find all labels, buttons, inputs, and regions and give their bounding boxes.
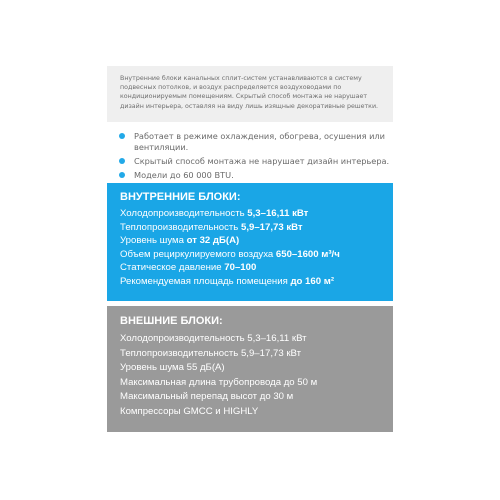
indoor-units-panel	[107, 183, 393, 301]
spec-label: Теплопроизводительность	[120, 221, 241, 233]
indoor-units-title: ВНУТРЕННИЕ БЛОКИ:	[120, 191, 241, 203]
bullet-dot-icon	[119, 158, 125, 164]
intro-box	[107, 66, 393, 122]
indoor-spec-row	[120, 275, 393, 289]
feature-item	[113, 131, 398, 153]
spec-label: Уровень шума	[120, 235, 187, 246]
outdoor-spec-row: Уровень шума 55 дБ(А)	[120, 362, 225, 373]
feature-item	[113, 156, 398, 167]
outdoor-spec-row: Максимальный перепад высот до 30 м	[120, 391, 294, 402]
feature-list	[113, 131, 398, 184]
bullet-dot-icon	[119, 133, 125, 139]
intro-text: Внутренние блоки канальных сплит-систем устанавливаются в систему подвесных потолков, и воздух распределяется воздуховодами по кондиционируемым помещениям. Скрытый способ монтажа не нарушает дизайн интерьера, оставляя на виду лишь изящные декоративные решетки.	[120, 75, 379, 110]
outdoor-units-panel	[107, 306, 393, 432]
spec-value: от 32 дБ(А)	[186, 235, 240, 246]
spec-value: 5,9–17,73 кВт	[240, 221, 303, 233]
spec-label: Объем рециркулируемого воздуха	[120, 248, 276, 260]
feature-text: Работает в режиме охлаждения, обогрева, осушения или вентиляции.	[134, 131, 385, 152]
feature-text: Модели до 60 000 BTU.	[134, 170, 234, 180]
outdoor-spec-row: Теплопроизводительность 5,9–17,73 кВт	[120, 347, 301, 359]
indoor-spec-row	[120, 248, 393, 262]
indoor-spec-row	[120, 234, 393, 248]
outdoor-spec-row: Холодопроизводительность 5,3–16,11 кВт	[120, 333, 307, 344]
bullet-dot-icon	[119, 172, 125, 178]
spec-label: Статическое давление	[120, 262, 225, 273]
outdoor-spec-row: Максимальная длина трубопровода до 50 м	[120, 376, 318, 388]
spec-value: 70–100	[224, 262, 257, 273]
spec-value: 5,3–16,11 кВт	[247, 208, 309, 219]
feature-item	[113, 170, 398, 181]
indoor-spec-row	[120, 261, 393, 275]
feature-text: Скрытый способ монтажа не нарушает дизайн интерьера.	[134, 156, 390, 166]
indoor-spec-row	[120, 221, 393, 235]
spec-label: Рекомендуемая площадь помещения	[120, 275, 291, 287]
outdoor-units-title: ВНЕШНИЕ БЛОКИ:	[120, 315, 223, 327]
spec-label: Холодопроизводительность	[120, 208, 248, 219]
spec-value: до 160 м²	[290, 275, 335, 287]
outdoor-spec-row: Компрессоры GMCC и HIGHLY	[120, 405, 259, 417]
indoor-spec-row	[120, 207, 393, 221]
spec-value: 650–1600 м³/ч	[275, 248, 340, 260]
